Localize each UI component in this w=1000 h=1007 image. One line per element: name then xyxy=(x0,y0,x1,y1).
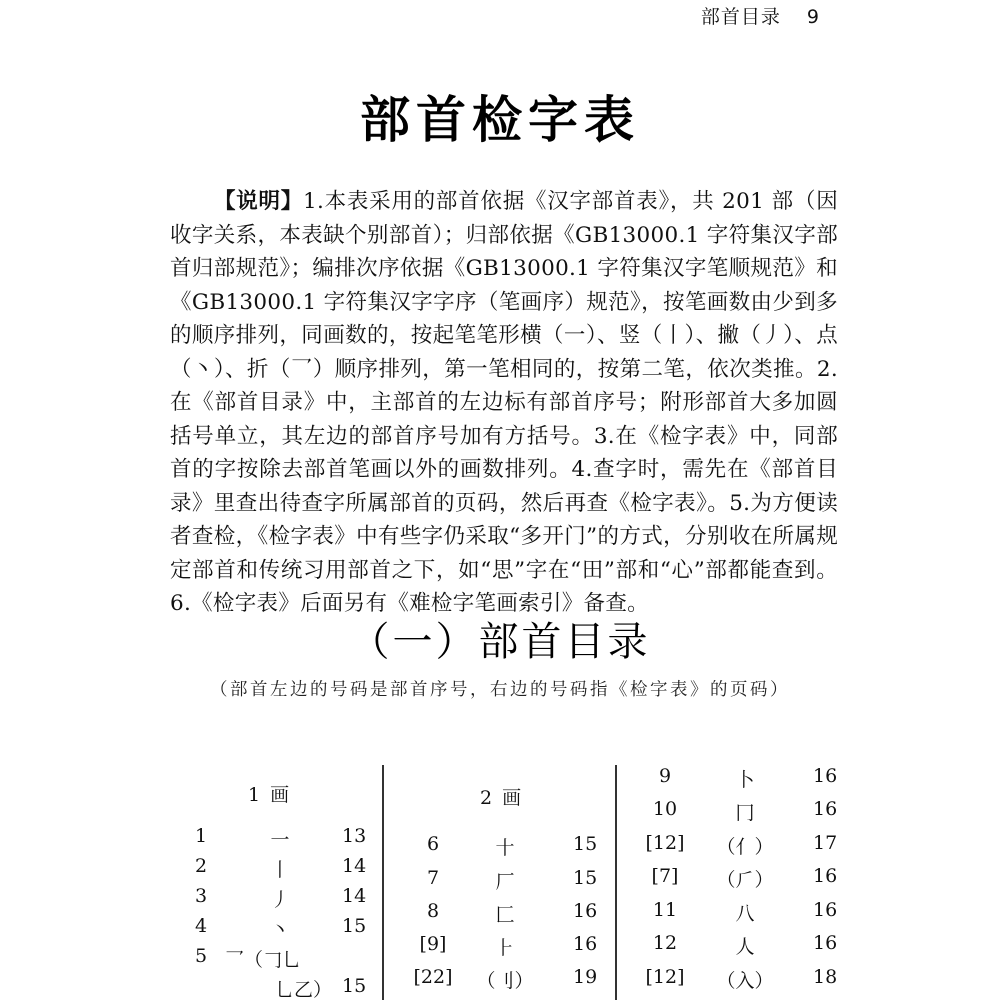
radical-number: [22] xyxy=(413,966,453,988)
radical-page: 19 xyxy=(573,966,598,988)
radical-row xyxy=(630,765,845,797)
radical-page: 17 xyxy=(813,832,838,854)
radical-number: 7 xyxy=(426,867,440,889)
radical-glyph: （入） xyxy=(716,970,774,992)
radical-glyph: 厂 xyxy=(495,871,515,893)
radical-number: 8 xyxy=(426,900,440,922)
radical-glyph: （刂） xyxy=(476,970,534,992)
radical-page: 15 xyxy=(342,975,367,997)
radical-row xyxy=(195,825,375,857)
radical-page: 16 xyxy=(573,933,598,955)
radical-row xyxy=(630,932,845,964)
explanation-paragraph xyxy=(170,185,838,621)
radical-glyph: 人 xyxy=(735,936,755,958)
running-head xyxy=(701,2,820,29)
radical-glyph: 匚 xyxy=(495,904,515,926)
radical-number: 3 xyxy=(195,885,208,907)
explanation-lead: 【说明】 xyxy=(214,189,304,214)
radical-number: 2 xyxy=(195,855,208,877)
running-head-title: 部首目录 xyxy=(700,6,781,28)
radical-glyph: 冂 xyxy=(735,802,755,824)
radical-row xyxy=(630,899,845,931)
radical-page: 15 xyxy=(342,915,367,937)
radical-row xyxy=(405,900,605,932)
radical-row xyxy=(630,865,845,897)
radical-page: 16 xyxy=(813,798,838,820)
radical-page: 16 xyxy=(813,899,838,921)
radical-page: 15 xyxy=(573,867,598,889)
radical-number: 5 xyxy=(195,945,208,967)
radical-number: 11 xyxy=(652,899,678,921)
radical-glyph: 丶 xyxy=(270,919,290,941)
page-title: 部首检字表 xyxy=(360,90,640,149)
radical-number: [12] xyxy=(645,966,685,988)
radical-row xyxy=(195,975,375,1007)
radical-number: [7] xyxy=(651,865,679,887)
section-subtitle: （部首左边的号码是部首序号，右边的号码指《检字表》的页码） xyxy=(210,680,790,700)
column2-heading: 2 画 xyxy=(480,787,524,809)
radical-glyph: 丨 xyxy=(270,859,290,881)
radical-glyph: 丿 xyxy=(270,889,290,911)
radical-row xyxy=(405,933,605,965)
radical-row xyxy=(195,915,375,947)
radical-row xyxy=(195,855,375,887)
radical-glyph: 乛（𠃌乚 xyxy=(225,949,302,971)
radical-number: 4 xyxy=(195,915,208,937)
radical-row xyxy=(405,867,605,899)
radical-number: 9 xyxy=(658,765,672,787)
radical-number: [12] xyxy=(645,832,685,854)
radical-page: 16 xyxy=(813,865,838,887)
column-divider xyxy=(382,765,384,1000)
radical-glyph: ⺊ xyxy=(495,937,515,959)
radical-row xyxy=(630,832,845,864)
page-number: 9 xyxy=(806,6,820,28)
radical-number: 10 xyxy=(652,798,678,820)
radical-page: 16 xyxy=(813,932,838,954)
radical-row xyxy=(195,885,375,917)
radical-row xyxy=(405,833,605,865)
explanation-body: 1.本表采用的部首依据《汉字部首表》，共 201 部（因收字关系，本表缺个别部首）；归部依据《GB13000.1 字符集汉字部首归部规范》；编排次序依据《GB13000.1 字符集汉字笔顺规范》和《GB13000.1 字符集汉字字序（笔画序）规范》，按笔画数由少到多的顺序排列，同画数的，按起笔笔形横（一）、竖（丨）、撇（丿）、点（丶）、折（乛）顺序排列，第一笔相同的，按第二笔，依次类推。2.在《部首目录》中，主部首的左边标有部首序号；附形部首大多加圆括号单立，其左边的部首序号加有方括号。3.在《检字表》中，同部首的字按除去部首笔画以外的画数排列。4.查字时，需先在《部首目录》里查出待查字所属部首的页码，然后再查《检字表》。5.为方便读者查检，《检字表》中有些字仍采取“多开门”的方式，分别收在所属规定部首和传统习用部首之下，如“思”字在“田”部和“心”部都能查到。6.《检字表》后面另有《难检字笔画索引》备查。 xyxy=(170,189,838,616)
radical-glyph: 一 xyxy=(270,829,290,851)
column-divider xyxy=(615,765,617,1000)
radical-glyph: 卜 xyxy=(735,769,755,791)
section-title: （一）部首目录 xyxy=(349,619,651,665)
radical-number: 6 xyxy=(426,833,440,855)
radical-glyph: 十 xyxy=(495,837,515,859)
radical-glyph: （亻） xyxy=(716,836,774,858)
radical-page: 18 xyxy=(813,966,838,988)
radical-row xyxy=(195,945,375,977)
radical-page: 14 xyxy=(342,885,367,907)
radical-glyph: 八 xyxy=(735,903,755,925)
column1-heading: 1 画 xyxy=(248,784,292,806)
radical-page: 13 xyxy=(342,825,367,847)
radical-page: 15 xyxy=(573,833,598,855)
radical-number: 1 xyxy=(195,825,208,847)
radical-row xyxy=(630,966,845,998)
radical-row xyxy=(405,966,605,998)
radical-number: 12 xyxy=(652,932,678,954)
radical-number: [9] xyxy=(419,933,447,955)
radical-page: 16 xyxy=(573,900,598,922)
radical-glyph: （⺁） xyxy=(716,869,774,891)
radical-page: 16 xyxy=(813,765,838,787)
radical-row xyxy=(630,798,845,830)
radical-glyph: 乚乙） xyxy=(275,979,333,1001)
radical-page: 14 xyxy=(342,855,367,877)
